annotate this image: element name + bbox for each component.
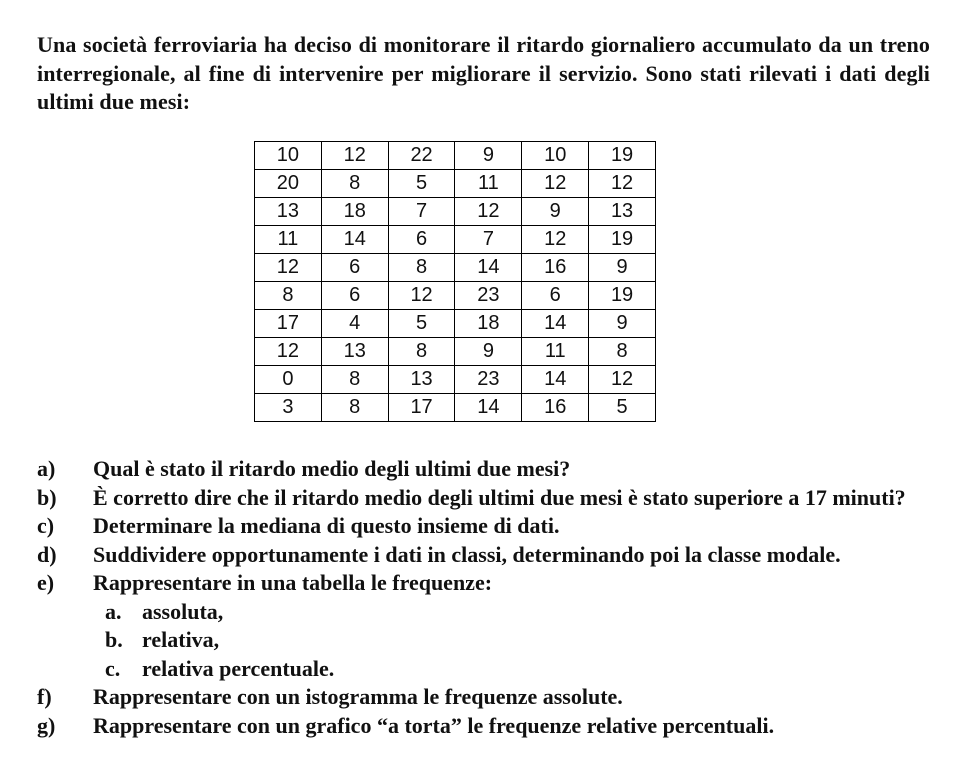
table-cell: 11 xyxy=(522,338,589,366)
table-cell: 13 xyxy=(255,198,322,226)
table-cell: 13 xyxy=(388,366,455,394)
table-cell: 9 xyxy=(522,198,589,226)
table-cell: 19 xyxy=(589,142,656,170)
sub-item-marker: c. xyxy=(105,655,121,681)
table-row xyxy=(255,142,656,170)
table-row xyxy=(255,282,656,310)
table-cell: 23 xyxy=(455,366,522,394)
question-marker: c) xyxy=(37,513,55,538)
table-row xyxy=(255,254,656,282)
question-text: Rappresentare con un grafico “a torta” le frequenze relative percentuali. xyxy=(93,712,775,738)
table-row xyxy=(255,366,656,394)
table-row xyxy=(255,170,656,198)
table-cell: 0 xyxy=(255,366,322,394)
table-cell: 8 xyxy=(589,338,656,366)
table-cell: 9 xyxy=(455,142,522,170)
table-cell: 10 xyxy=(255,142,322,170)
sub-item-marker: a. xyxy=(105,598,122,624)
table-cell: 12 xyxy=(522,170,589,198)
table-cell: 8 xyxy=(255,282,322,310)
table-cell: 18 xyxy=(321,198,388,226)
question-text: È corretto dire che il ritardo medio degli ultimi due mesi è stato superiore a 17 minuti? xyxy=(93,484,906,510)
table-cell: 23 xyxy=(455,282,522,310)
table-cell: 3 xyxy=(255,394,322,422)
question-marker: b) xyxy=(37,484,57,510)
table-cell: 12 xyxy=(522,226,589,254)
table-cell: 5 xyxy=(388,310,455,338)
sub-item-c xyxy=(37,655,930,684)
sub-item-text: relativa, xyxy=(142,627,220,652)
table-cell: 11 xyxy=(255,226,322,254)
table-cell: 13 xyxy=(321,338,388,366)
table-cell: 8 xyxy=(388,254,455,282)
question-c xyxy=(37,512,930,541)
table-cell: 17 xyxy=(388,394,455,422)
table-cell: 12 xyxy=(388,282,455,310)
question-text: Determinare la mediana di questo insieme di dati. xyxy=(93,513,560,538)
table-cell: 13 xyxy=(589,198,656,226)
question-marker: e) xyxy=(37,570,55,595)
table-cell: 18 xyxy=(455,310,522,338)
question-g xyxy=(37,712,930,741)
table-cell: 14 xyxy=(321,226,388,254)
table-row xyxy=(255,226,656,254)
sub-item-text: relativa percentuale. xyxy=(142,655,335,681)
question-text: Rappresentare in una tabella le frequenze: xyxy=(93,570,493,595)
question-text: Qual è stato il ritardo medio degli ultimi due mesi? xyxy=(93,456,571,481)
table-cell: 8 xyxy=(321,366,388,394)
table-cell: 14 xyxy=(455,394,522,422)
table-cell: 20 xyxy=(255,170,322,198)
table-cell: 6 xyxy=(388,226,455,254)
sub-item-b xyxy=(37,626,930,655)
table-cell: 12 xyxy=(455,198,522,226)
table-row xyxy=(255,394,656,422)
question-d xyxy=(37,541,930,570)
table-cell: 12 xyxy=(255,254,322,282)
question-marker: a) xyxy=(37,456,56,481)
sub-item-a xyxy=(37,598,930,627)
question-text: Rappresentare con un istogramma le frequenze assolute. xyxy=(93,684,623,709)
table-cell: 6 xyxy=(321,254,388,282)
table-cell: 8 xyxy=(388,338,455,366)
intro-paragraph: Una società ferroviaria ha deciso di monitorare il ritardo giornaliero accumulato da un treno interregionale, al fine di intervenire per migliorare il servizio. Sono stati rilevati i dati degli ultimi due mesi: xyxy=(37,32,930,114)
table-cell: 8 xyxy=(321,170,388,198)
table-cell: 10 xyxy=(522,142,589,170)
table-cell: 8 xyxy=(321,394,388,422)
sub-item-text: assoluta, xyxy=(142,598,224,624)
sub-item-marker: b. xyxy=(105,627,123,652)
table-cell: 19 xyxy=(589,282,656,310)
table-cell: 7 xyxy=(388,198,455,226)
question-text: Suddividere opportunamente i dati in classi, determinando poi la classe modale. xyxy=(93,541,841,567)
table-cell: 9 xyxy=(589,254,656,282)
table-cell: 16 xyxy=(522,394,589,422)
question-marker: f) xyxy=(37,684,52,709)
table-cell: 19 xyxy=(589,226,656,254)
table-cell: 6 xyxy=(522,282,589,310)
table-row xyxy=(255,338,656,366)
table-cell: 12 xyxy=(589,170,656,198)
table-cell: 12 xyxy=(589,366,656,394)
table-cell: 11 xyxy=(455,170,522,198)
table-cell: 6 xyxy=(321,282,388,310)
table-cell: 9 xyxy=(589,310,656,338)
table-cell: 12 xyxy=(321,142,388,170)
table-cell: 9 xyxy=(455,338,522,366)
table-cell: 5 xyxy=(388,170,455,198)
delay-data-table xyxy=(254,141,656,422)
question-marker: g) xyxy=(37,712,56,738)
question-a xyxy=(37,455,930,484)
question-list xyxy=(37,455,930,740)
table-cell: 17 xyxy=(255,310,322,338)
question-f xyxy=(37,683,930,712)
table-cell: 5 xyxy=(589,394,656,422)
table-row xyxy=(255,310,656,338)
question-e xyxy=(37,569,930,598)
question-marker: d) xyxy=(37,541,57,567)
table-cell: 16 xyxy=(522,254,589,282)
table-cell: 4 xyxy=(321,310,388,338)
table-cell: 14 xyxy=(522,310,589,338)
table-row xyxy=(255,198,656,226)
table-cell: 14 xyxy=(522,366,589,394)
table-cell: 22 xyxy=(388,142,455,170)
table-cell: 14 xyxy=(455,254,522,282)
table-cell: 12 xyxy=(255,338,322,366)
table-cell: 7 xyxy=(455,226,522,254)
question-b xyxy=(37,484,930,513)
